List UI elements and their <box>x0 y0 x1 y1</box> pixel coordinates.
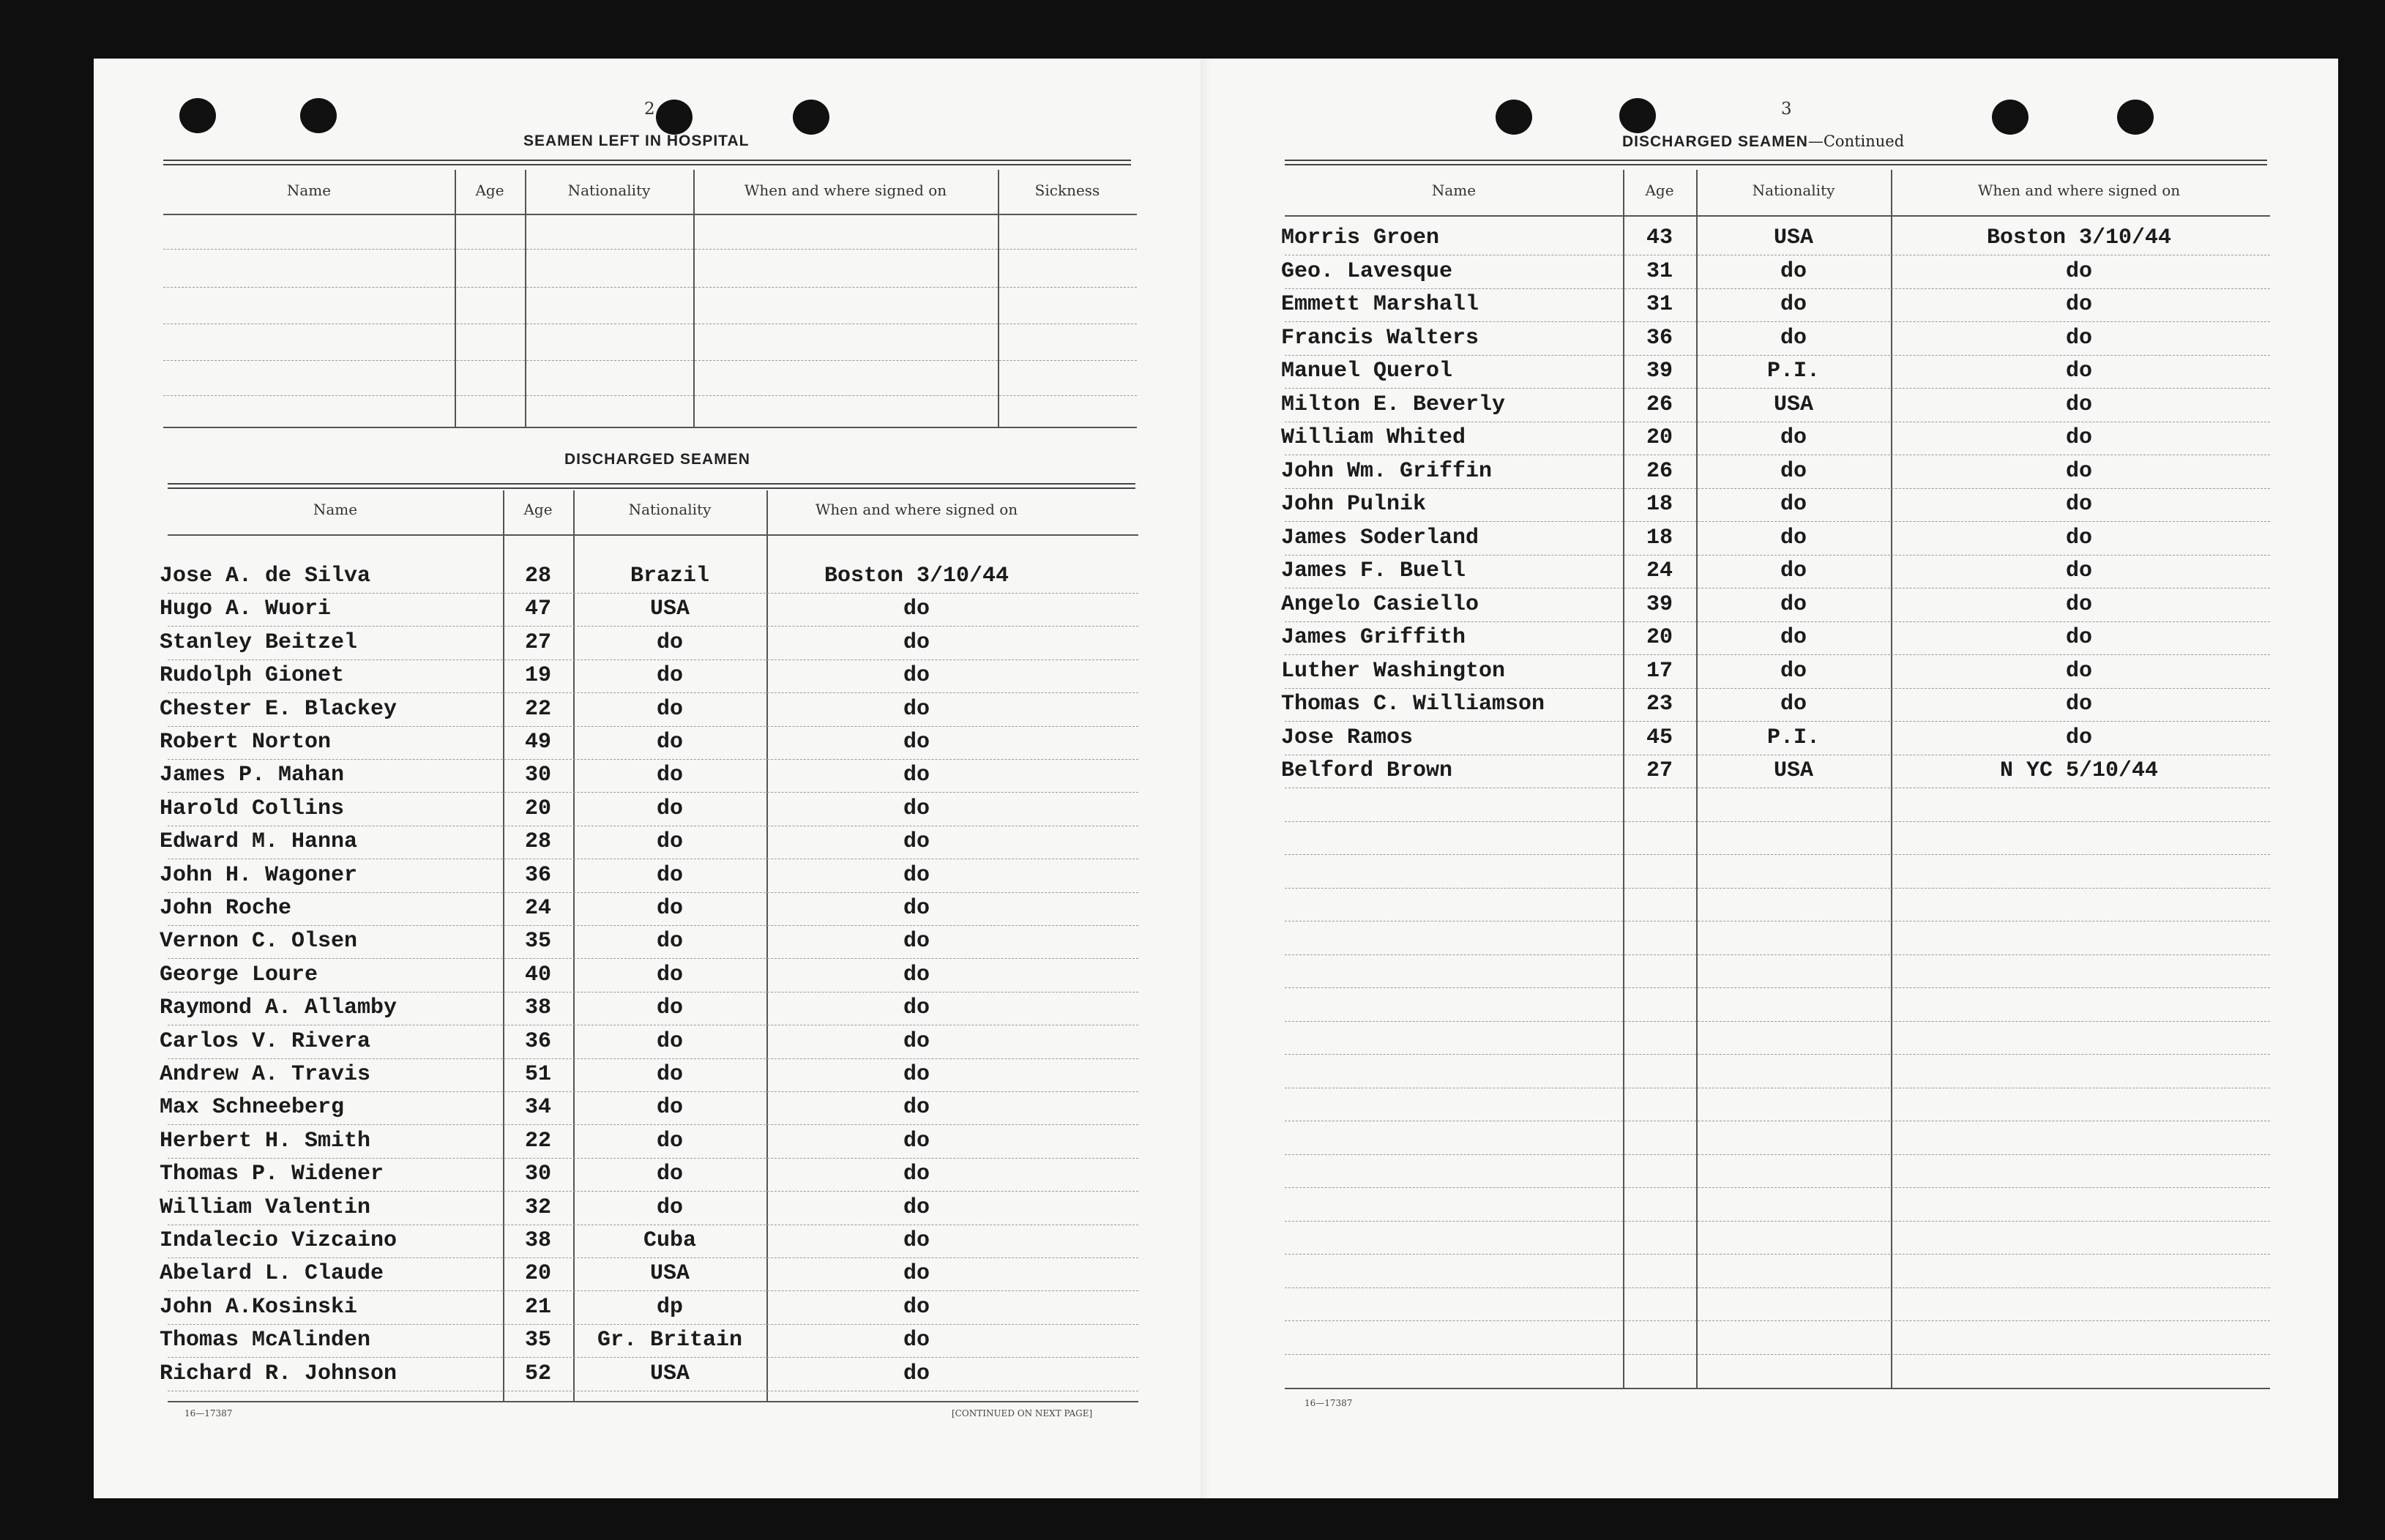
seaman-name: James Soderland <box>1281 526 1479 550</box>
seaman-age: 39 <box>1646 359 1673 384</box>
row-line <box>1285 1154 2270 1155</box>
seaman-age: 26 <box>1646 392 1673 417</box>
seaman-signed-on: do <box>2065 725 2092 750</box>
row-line <box>1285 721 2270 722</box>
seaman-nationality: do <box>656 796 683 821</box>
punch-hole <box>656 100 693 135</box>
row-line <box>168 726 1138 727</box>
punch-hole <box>1992 100 2028 135</box>
seaman-nationality: do <box>656 730 683 755</box>
hospital-row-line <box>163 395 1137 396</box>
seaman-age: 47 <box>524 597 551 621</box>
seaman-nationality: do <box>1780 659 1807 684</box>
row-line <box>1285 488 2270 489</box>
seaman-nationality: USA <box>1773 392 1813 417</box>
right-header-signed: When and where signed on <box>1977 182 2181 199</box>
seaman-name: Jose Ramos <box>1281 725 1414 750</box>
seaman-age: 21 <box>524 1295 551 1320</box>
discharged-header-age: Age <box>523 501 553 518</box>
seaman-name: John Pulnik <box>1281 492 1427 517</box>
seaman-age: 34 <box>524 1095 551 1120</box>
seaman-nationality: do <box>656 1162 683 1186</box>
seaman-name: Harold Collins <box>160 796 345 821</box>
row-line <box>168 958 1138 959</box>
hospital-row-line <box>163 287 1137 288</box>
seaman-age: 22 <box>524 1129 551 1154</box>
seaman-signed-on: do <box>903 829 930 854</box>
seaman-nationality: do <box>1780 292 1807 317</box>
seaman-signed-on: do <box>903 1261 930 1286</box>
row-line <box>1285 987 2270 988</box>
seaman-nationality: do <box>1780 592 1807 617</box>
hospital-header-name: Name <box>286 182 332 199</box>
hospital-header-age: Age <box>475 182 504 199</box>
seaman-name: John Wm. Griffin <box>1281 459 1493 484</box>
row-line <box>1285 654 2270 655</box>
right-header-age: Age <box>1645 182 1674 199</box>
row-line <box>168 1324 1138 1325</box>
seaman-nationality: P.I. <box>1766 725 1820 750</box>
seaman-age: 20 <box>1646 625 1673 650</box>
seaman-name: Indalecio Vizcaino <box>160 1228 398 1253</box>
discharged-continued-title <box>1622 132 1904 151</box>
seaman-age: 20 <box>524 796 551 821</box>
seaman-age: 24 <box>1646 558 1673 583</box>
seaman-age: 22 <box>524 697 551 722</box>
hospital-row-line <box>163 249 1137 250</box>
seaman-name: Richard R. Johnson <box>160 1361 398 1386</box>
seaman-age: 23 <box>1646 692 1673 717</box>
seaman-nationality: do <box>656 1062 683 1087</box>
seaman-age: 39 <box>1646 592 1673 617</box>
seaman-signed-on: do <box>903 730 930 755</box>
seaman-name: Thomas P. Widener <box>160 1162 384 1186</box>
row-line <box>168 1357 1138 1358</box>
seaman-name: Rudolph Gionet <box>160 663 345 688</box>
right-header-nationality: Nationality <box>1752 182 1835 199</box>
hospital-col-divider <box>693 170 695 427</box>
seaman-nationality: do <box>1780 492 1807 517</box>
seaman-signed-on: do <box>2065 592 2092 617</box>
seaman-age: 27 <box>524 630 551 655</box>
seaman-nationality: do <box>656 929 683 954</box>
seaman-signed-on: do <box>903 1295 930 1320</box>
seaman-name: Francis Walters <box>1281 326 1479 351</box>
row-line <box>168 659 1138 660</box>
seaman-nationality: do <box>656 763 683 788</box>
seaman-age: 27 <box>1646 758 1673 783</box>
discharged-section-title: DISCHARGED SEAMEN <box>564 451 750 468</box>
row-line <box>1285 1287 2270 1288</box>
seaman-nationality: do <box>656 863 683 888</box>
seaman-name: William Whited <box>1281 425 1466 450</box>
seaman-name: John Roche <box>160 896 292 921</box>
seaman-name: Thomas C. Williamson <box>1281 692 1545 717</box>
seaman-name: Chester E. Blackey <box>160 697 398 722</box>
seaman-name: Thomas McAlinden <box>160 1328 371 1353</box>
row-line <box>1285 1054 2270 1055</box>
seaman-age: 26 <box>1646 459 1673 484</box>
seaman-signed-on: do <box>903 663 930 688</box>
row-line <box>1285 954 2270 955</box>
seaman-nationality: Gr. Britain <box>597 1328 743 1353</box>
discharged-header-nationality: Nationality <box>628 501 712 518</box>
row-line <box>1285 1021 2270 1022</box>
seaman-nationality: USA <box>1773 225 1813 250</box>
row-line <box>1285 1354 2270 1355</box>
seaman-age: 32 <box>524 1195 551 1220</box>
punch-hole <box>1496 100 1532 135</box>
row-line <box>168 692 1138 693</box>
seaman-signed-on: do <box>903 896 930 921</box>
row-line <box>1285 821 2270 822</box>
row-line <box>168 792 1138 793</box>
seaman-nationality: do <box>656 630 683 655</box>
seaman-nationality: do <box>1780 625 1807 650</box>
seaman-signed-on: Boston 3/10/44 <box>1986 225 2172 250</box>
seaman-age: 18 <box>1646 492 1673 517</box>
seaman-signed-on: do <box>2065 558 2092 583</box>
seaman-signed-on: do <box>903 1062 930 1087</box>
row-line <box>1285 854 2270 855</box>
row-line <box>1285 888 2270 889</box>
seaman-nationality: do <box>656 697 683 722</box>
seaman-name: Abelard L. Claude <box>160 1261 384 1286</box>
seaman-signed-on: do <box>903 1328 930 1353</box>
seaman-signed-on: do <box>2065 359 2092 384</box>
discharged-bottom-rule <box>168 1401 1138 1402</box>
seaman-name: John A.Kosinski <box>160 1295 358 1320</box>
seaman-signed-on: do <box>903 630 930 655</box>
seaman-name: Robert Norton <box>160 730 332 755</box>
seaman-signed-on: do <box>2065 292 2092 317</box>
title-main: DISCHARGED SEAMEN <box>1622 133 1808 150</box>
seaman-signed-on: do <box>2065 459 2092 484</box>
row-line <box>168 992 1138 993</box>
seaman-nationality: do <box>1780 326 1807 351</box>
seaman-name: Hugo A. Wuori <box>160 597 332 621</box>
seaman-signed-on: do <box>903 697 930 722</box>
seaman-signed-on: do <box>903 1029 930 1054</box>
row-line <box>1285 921 2270 922</box>
discharged-header-signed: When and where signed on <box>815 501 1018 518</box>
row-line <box>1285 1221 2270 1222</box>
seaman-age: 28 <box>524 564 551 588</box>
seaman-age: 30 <box>524 1162 551 1186</box>
seaman-signed-on: do <box>903 1195 930 1220</box>
seaman-nationality: do <box>656 1195 683 1220</box>
seaman-age: 35 <box>524 929 551 954</box>
row-line <box>1285 321 2270 322</box>
seaman-name: Morris Groen <box>1281 225 1440 250</box>
seaman-signed-on: do <box>903 1095 930 1120</box>
row-line <box>1285 688 2270 689</box>
right-header-name: Name <box>1431 182 1477 199</box>
seaman-age: 52 <box>524 1361 551 1386</box>
seaman-signed-on: do <box>2065 625 2092 650</box>
seaman-name: Stanley Beitzel <box>160 630 358 655</box>
seaman-nationality: do <box>1780 692 1807 717</box>
row-line <box>1285 1320 2270 1321</box>
row-line <box>168 1191 1138 1192</box>
seaman-name: James Griffith <box>1281 625 1466 650</box>
row-line <box>168 759 1138 760</box>
seaman-signed-on: do <box>903 929 930 954</box>
seaman-signed-on: do <box>903 597 930 621</box>
seaman-name: Emmett Marshall <box>1281 292 1479 317</box>
row-line <box>1285 288 2270 289</box>
hospital-header-sickness: Sickness <box>1034 182 1100 199</box>
punch-hole <box>793 100 829 135</box>
seaman-age: 17 <box>1646 659 1673 684</box>
row-line <box>1285 621 2270 622</box>
seaman-name: Carlos V. Rivera <box>160 1029 371 1054</box>
seaman-signed-on: do <box>903 863 930 888</box>
row-line <box>1285 555 2270 556</box>
seaman-age: 20 <box>524 1261 551 1286</box>
seaman-name: Edward M. Hanna <box>160 829 358 854</box>
punch-hole <box>300 98 337 133</box>
seaman-signed-on: do <box>2065 492 2092 517</box>
seaman-signed-on: do <box>903 1129 930 1154</box>
seaman-nationality: do <box>656 962 683 987</box>
seaman-age: 38 <box>524 1228 551 1253</box>
row-line <box>1285 388 2270 389</box>
seaman-name: James F. Buell <box>1281 558 1466 583</box>
seaman-name: Geo. Lavesque <box>1281 259 1453 284</box>
row-line <box>168 1290 1138 1291</box>
continued-note: [CONTINUED ON NEXT PAGE] <box>952 1408 1093 1418</box>
seaman-name: Manuel Querol <box>1281 359 1453 384</box>
discharged-top-rule <box>168 483 1135 489</box>
right-bottom-rule <box>1285 1388 2270 1389</box>
seaman-age: 36 <box>524 1029 551 1054</box>
seaman-age: 24 <box>524 896 551 921</box>
seaman-name: Milton E. Beverly <box>1281 392 1506 417</box>
seaman-signed-on: do <box>903 796 930 821</box>
seaman-nationality: do <box>656 1095 683 1120</box>
seaman-age: 36 <box>1646 326 1673 351</box>
punch-hole <box>2117 100 2154 135</box>
row-line <box>168 1124 1138 1125</box>
seaman-age: 45 <box>1646 725 1673 750</box>
seaman-age: 40 <box>524 962 551 987</box>
row-line <box>168 593 1138 594</box>
seaman-name: William Valentin <box>160 1195 371 1220</box>
seaman-signed-on: do <box>2065 659 2092 684</box>
seaman-age: 36 <box>524 863 551 888</box>
seaman-age: 18 <box>1646 526 1673 550</box>
seaman-nationality: Brazil <box>630 564 710 588</box>
seaman-signed-on: do <box>2065 692 2092 717</box>
page-number: 3 <box>1781 100 1792 119</box>
seaman-age: 20 <box>1646 425 1673 450</box>
seaman-signed-on: do <box>903 1228 930 1253</box>
hospital-section-title: SEAMEN LEFT IN HOSPITAL <box>523 132 750 149</box>
seaman-age: 30 <box>524 763 551 788</box>
seaman-signed-on: do <box>903 995 930 1020</box>
discharged-continued-top-rule <box>1285 160 2267 165</box>
seaman-nationality: do <box>656 1129 683 1154</box>
seaman-name: Raymond A. Allamby <box>160 995 398 1020</box>
row-line <box>168 892 1138 893</box>
row-line <box>168 1091 1138 1092</box>
hospital-header-nationality: Nationality <box>567 182 651 199</box>
punch-hole <box>179 98 216 133</box>
seaman-signed-on: do <box>903 962 930 987</box>
seaman-age: 35 <box>524 1328 551 1353</box>
seaman-nationality: do <box>1780 425 1807 450</box>
seaman-nationality: Cuba <box>643 1228 696 1253</box>
hospital-bottom-rule <box>163 427 1137 428</box>
seaman-nationality: USA <box>649 1361 690 1386</box>
seaman-age: 31 <box>1646 259 1673 284</box>
hospital-col-divider <box>455 170 456 427</box>
hospital-top-rule <box>163 160 1131 165</box>
hospital-col-divider <box>998 170 999 427</box>
discharged-header-name: Name <box>313 501 358 518</box>
seaman-age: 38 <box>524 995 551 1020</box>
seaman-nationality: do <box>656 995 683 1020</box>
seaman-nationality: do <box>656 663 683 688</box>
seaman-age: 28 <box>524 829 551 854</box>
hospital-header-signed: When and where signed on <box>744 182 947 199</box>
seaman-nationality: do <box>1780 259 1807 284</box>
seaman-name: James P. Mahan <box>160 763 345 788</box>
hospital-col-divider <box>525 170 526 427</box>
seaman-name: Belford Brown <box>1281 758 1453 783</box>
seaman-signed-on: Boston 3/10/44 <box>824 564 1009 588</box>
seaman-name: Vernon C. Olsen <box>160 929 358 954</box>
seaman-age: 43 <box>1646 225 1673 250</box>
row-line <box>1285 521 2270 522</box>
row-line <box>168 1158 1138 1159</box>
seaman-name: George Loure <box>160 962 318 987</box>
seaman-name: John H. Wagoner <box>160 863 358 888</box>
row-line <box>1285 1187 2270 1188</box>
punch-hole <box>1619 98 1656 133</box>
seaman-name: Andrew A. Travis <box>160 1062 371 1087</box>
seaman-name: Max Schneeberg <box>160 1095 345 1120</box>
seaman-age: 51 <box>524 1062 551 1087</box>
seaman-nationality: do <box>656 896 683 921</box>
seaman-signed-on: do <box>2065 392 2092 417</box>
title-suffix: —Continued <box>1807 132 1905 150</box>
seaman-age: 49 <box>524 730 551 755</box>
seaman-nationality: USA <box>649 597 690 621</box>
row-line <box>168 1257 1138 1258</box>
seaman-signed-on: do <box>2065 425 2092 450</box>
seaman-age: 31 <box>1646 292 1673 317</box>
seaman-name: Luther Washington <box>1281 659 1506 684</box>
seaman-signed-on: do <box>903 763 930 788</box>
seaman-nationality: dp <box>656 1295 683 1320</box>
form-number: 16—17387 <box>1305 1398 1353 1408</box>
seaman-signed-on: do <box>903 1361 930 1386</box>
seaman-nationality: do <box>656 829 683 854</box>
page-gutter <box>1201 59 1211 1498</box>
seaman-signed-on: do <box>2065 526 2092 550</box>
form-number: 16—17387 <box>184 1408 233 1418</box>
seaman-nationality: USA <box>649 1261 690 1286</box>
row-line <box>168 1058 1138 1059</box>
row-line <box>1285 355 2270 356</box>
seaman-name: Herbert H. Smith <box>160 1129 371 1154</box>
row-line <box>1285 1254 2270 1255</box>
seaman-nationality: do <box>1780 558 1807 583</box>
seaman-nationality: do <box>1780 526 1807 550</box>
seaman-nationality: do <box>656 1029 683 1054</box>
seaman-signed-on: do <box>2065 259 2092 284</box>
row-line <box>168 925 1138 926</box>
right-header-rule <box>1285 215 2270 217</box>
seaman-nationality: USA <box>1773 758 1813 783</box>
seaman-signed-on: do <box>2065 326 2092 351</box>
seaman-age: 19 <box>524 663 551 688</box>
hospital-header-rule <box>163 214 1137 215</box>
seaman-nationality: P.I. <box>1766 359 1820 384</box>
seaman-name: Angelo Casiello <box>1281 592 1479 617</box>
seaman-nationality: do <box>1780 459 1807 484</box>
seaman-name: Jose A. de Silva <box>160 564 371 588</box>
page-number: 2 <box>644 100 655 119</box>
seaman-signed-on: do <box>903 1162 930 1186</box>
hospital-row-line <box>163 360 1137 361</box>
row-line <box>168 626 1138 627</box>
discharged-header-rule <box>168 534 1138 536</box>
seaman-signed-on: N YC 5/10/44 <box>1999 758 2159 783</box>
